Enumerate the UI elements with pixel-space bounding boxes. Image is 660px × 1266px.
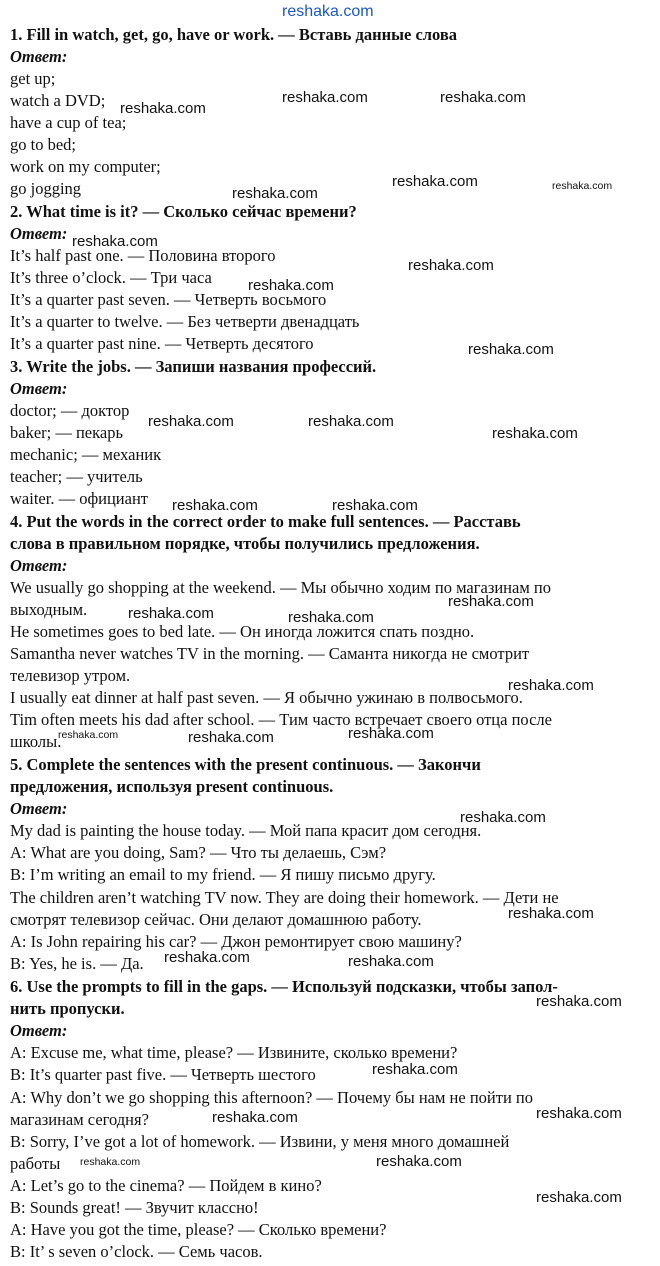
text-line: We usually go shopping at the weekend. — Мы обычно ходим по магазинам по bbox=[10, 578, 551, 597]
text-line: работы bbox=[10, 1154, 61, 1173]
watermark: reshaka.com bbox=[448, 593, 534, 610]
text-line: магазинам сегодня? bbox=[10, 1110, 149, 1129]
answer-label: Ответ: bbox=[10, 799, 68, 818]
watermark: reshaka.com bbox=[348, 953, 434, 970]
exercise-6-heading-cont: нить пропуски. bbox=[10, 999, 125, 1018]
watermark: reshaka.com bbox=[460, 809, 546, 826]
text-line: B: It’ s seven o’clock. — Семь часов. bbox=[10, 1242, 263, 1261]
text-line: A: What are you doing, Sam? — Что ты делаешь, Сэм? bbox=[10, 843, 387, 862]
watermark: reshaka.com bbox=[308, 413, 394, 430]
exercise-2-heading: 2. What time is it? — Сколько сейчас времени? bbox=[10, 202, 357, 221]
text-line: watch a DVD; bbox=[10, 91, 106, 110]
text-line: A: Let’s go to the cinema? — Пойдем в кино? bbox=[10, 1176, 322, 1195]
text-line: The children aren’t watching TV now. They are doing their homework. — Дети не bbox=[10, 888, 559, 907]
answer-label: Ответ: bbox=[10, 224, 68, 243]
text-line: A: Is John repairing his car? — Джон ремонтирует свою машину? bbox=[10, 932, 462, 951]
watermark: reshaka.com bbox=[552, 180, 613, 192]
watermark-top: reshaka.com bbox=[282, 3, 374, 20]
answer-label: Ответ: bbox=[10, 556, 68, 575]
text-line: A: Excuse me, what time, please? — Извините, сколько времени? bbox=[10, 1043, 458, 1062]
watermark: reshaka.com bbox=[248, 277, 334, 294]
watermark: reshaka.com bbox=[172, 497, 258, 514]
watermark: reshaka.com bbox=[536, 1105, 622, 1122]
text-line: baker; — пекарь bbox=[10, 423, 123, 442]
watermark: reshaka.com bbox=[392, 173, 478, 190]
text-line: waiter. — официант bbox=[10, 489, 148, 508]
watermark: reshaka.com bbox=[148, 413, 234, 430]
text-line: work on my computer; bbox=[10, 157, 161, 176]
text-line: телевизор утром. bbox=[10, 666, 131, 685]
text-line: A: Have you got the time, please? — Сколько времени? bbox=[10, 1220, 387, 1239]
text-line: It’s a quarter to twelve. — Без четверти двенадцать bbox=[10, 312, 360, 331]
watermark: reshaka.com bbox=[348, 725, 434, 742]
text-line: go jogging bbox=[10, 179, 82, 198]
watermark: reshaka.com bbox=[508, 905, 594, 922]
text-line: школы. bbox=[10, 732, 62, 751]
text-line: B: Sounds great! — Звучит классно! bbox=[10, 1198, 259, 1217]
watermark: reshaka.com bbox=[212, 1109, 298, 1126]
text-line: get up; bbox=[10, 69, 56, 88]
watermark: reshaka.com bbox=[282, 89, 368, 106]
text-line: смотрят телевизор сейчас. Они делают домашнюю работу. bbox=[10, 910, 422, 929]
watermark: reshaka.com bbox=[188, 729, 274, 746]
watermark: reshaka.com bbox=[120, 100, 206, 117]
watermark: reshaka.com bbox=[440, 89, 526, 106]
text-line: выходным. bbox=[10, 600, 88, 619]
text-line: go to bed; bbox=[10, 135, 76, 154]
text-line: B: Sorry, I’ve got a lot of homework. — Извини, у меня много домашней bbox=[10, 1132, 510, 1151]
text-line: My dad is painting the house today. — Мой папа красит дом сегодня. bbox=[10, 821, 482, 840]
text-line: A: Why don’t we go shopping this afternoon? — Почему бы нам не пойти по bbox=[10, 1088, 533, 1107]
watermark: reshaka.com bbox=[508, 677, 594, 694]
exercise-3-heading: 3. Write the jobs. — Запиши названия профессий. bbox=[10, 357, 377, 376]
text-line: have a cup of tea; bbox=[10, 113, 127, 132]
watermark: reshaka.com bbox=[80, 1156, 141, 1168]
watermark: reshaka.com bbox=[128, 605, 214, 622]
text-line: It’s a quarter past nine. — Четверть десятого bbox=[10, 334, 314, 353]
answer-label: Ответ: bbox=[10, 1021, 68, 1040]
text-line: teacher; — учитель bbox=[10, 467, 143, 486]
watermark: reshaka.com bbox=[58, 729, 119, 741]
watermark: reshaka.com bbox=[372, 1061, 458, 1078]
text-line: Tim often meets his dad after school. — Тим часто встречает своего отца после bbox=[10, 710, 552, 729]
watermark: reshaka.com bbox=[164, 949, 250, 966]
exercise-4-heading: 4. Put the words in the correct order to make full sentences. — Расставь bbox=[10, 512, 521, 531]
text-line: B: It’s quarter past five. — Четверть шестого bbox=[10, 1065, 316, 1084]
exercise-5-heading-cont: предложения, используя present continuous. bbox=[10, 777, 334, 796]
exercise-1-heading: 1. Fill in watch, get, go, have or work. — Вставь данные слова bbox=[10, 25, 458, 44]
watermark: reshaka.com bbox=[288, 609, 374, 626]
exercise-6-heading: 6. Use the prompts to fill in the gaps. — Используй подсказки, чтобы запол- bbox=[10, 977, 558, 996]
watermark: reshaka.com bbox=[332, 497, 418, 514]
answer-label: Ответ: bbox=[10, 379, 68, 398]
watermark: reshaka.com bbox=[232, 185, 318, 202]
text-line: B: I’m writing an email to my friend. — Я пишу письмо другу. bbox=[10, 865, 436, 884]
watermark: reshaka.com bbox=[376, 1153, 462, 1170]
watermark: reshaka.com bbox=[536, 993, 622, 1010]
text-line: It’s three o’clock. — Три часа bbox=[10, 268, 212, 287]
exercise-4-heading-cont: слова в правильном порядке, чтобы получились предложения. bbox=[10, 534, 480, 553]
watermark: reshaka.com bbox=[408, 257, 494, 274]
watermark: reshaka.com bbox=[536, 1189, 622, 1206]
text-line: It’s half past one. — Половина второго bbox=[10, 246, 276, 265]
text-line: doctor; — доктор bbox=[10, 401, 130, 420]
watermark: reshaka.com bbox=[468, 341, 554, 358]
exercise-5-heading: 5. Complete the sentences with the present continuous. — Закончи bbox=[10, 755, 481, 774]
text-line: It’s a quarter past seven. — Четверть восьмого bbox=[10, 290, 327, 309]
text-line: I usually eat dinner at half past seven. — Я обычно ужинаю в полвосьмого. bbox=[10, 688, 523, 707]
text-line: Samantha never watches TV in the morning. — Саманта никогда не смотрит bbox=[10, 644, 530, 663]
answer-label: Ответ: bbox=[10, 47, 68, 66]
text-line: mechanic; — механик bbox=[10, 445, 162, 464]
text-line: He sometimes goes to bed late. — Он иногда ложится спать поздно. bbox=[10, 622, 475, 641]
text-line: B: Yes, he is. — Да. bbox=[10, 954, 144, 973]
watermark: reshaka.com bbox=[492, 425, 578, 442]
watermark: reshaka.com bbox=[72, 233, 158, 250]
